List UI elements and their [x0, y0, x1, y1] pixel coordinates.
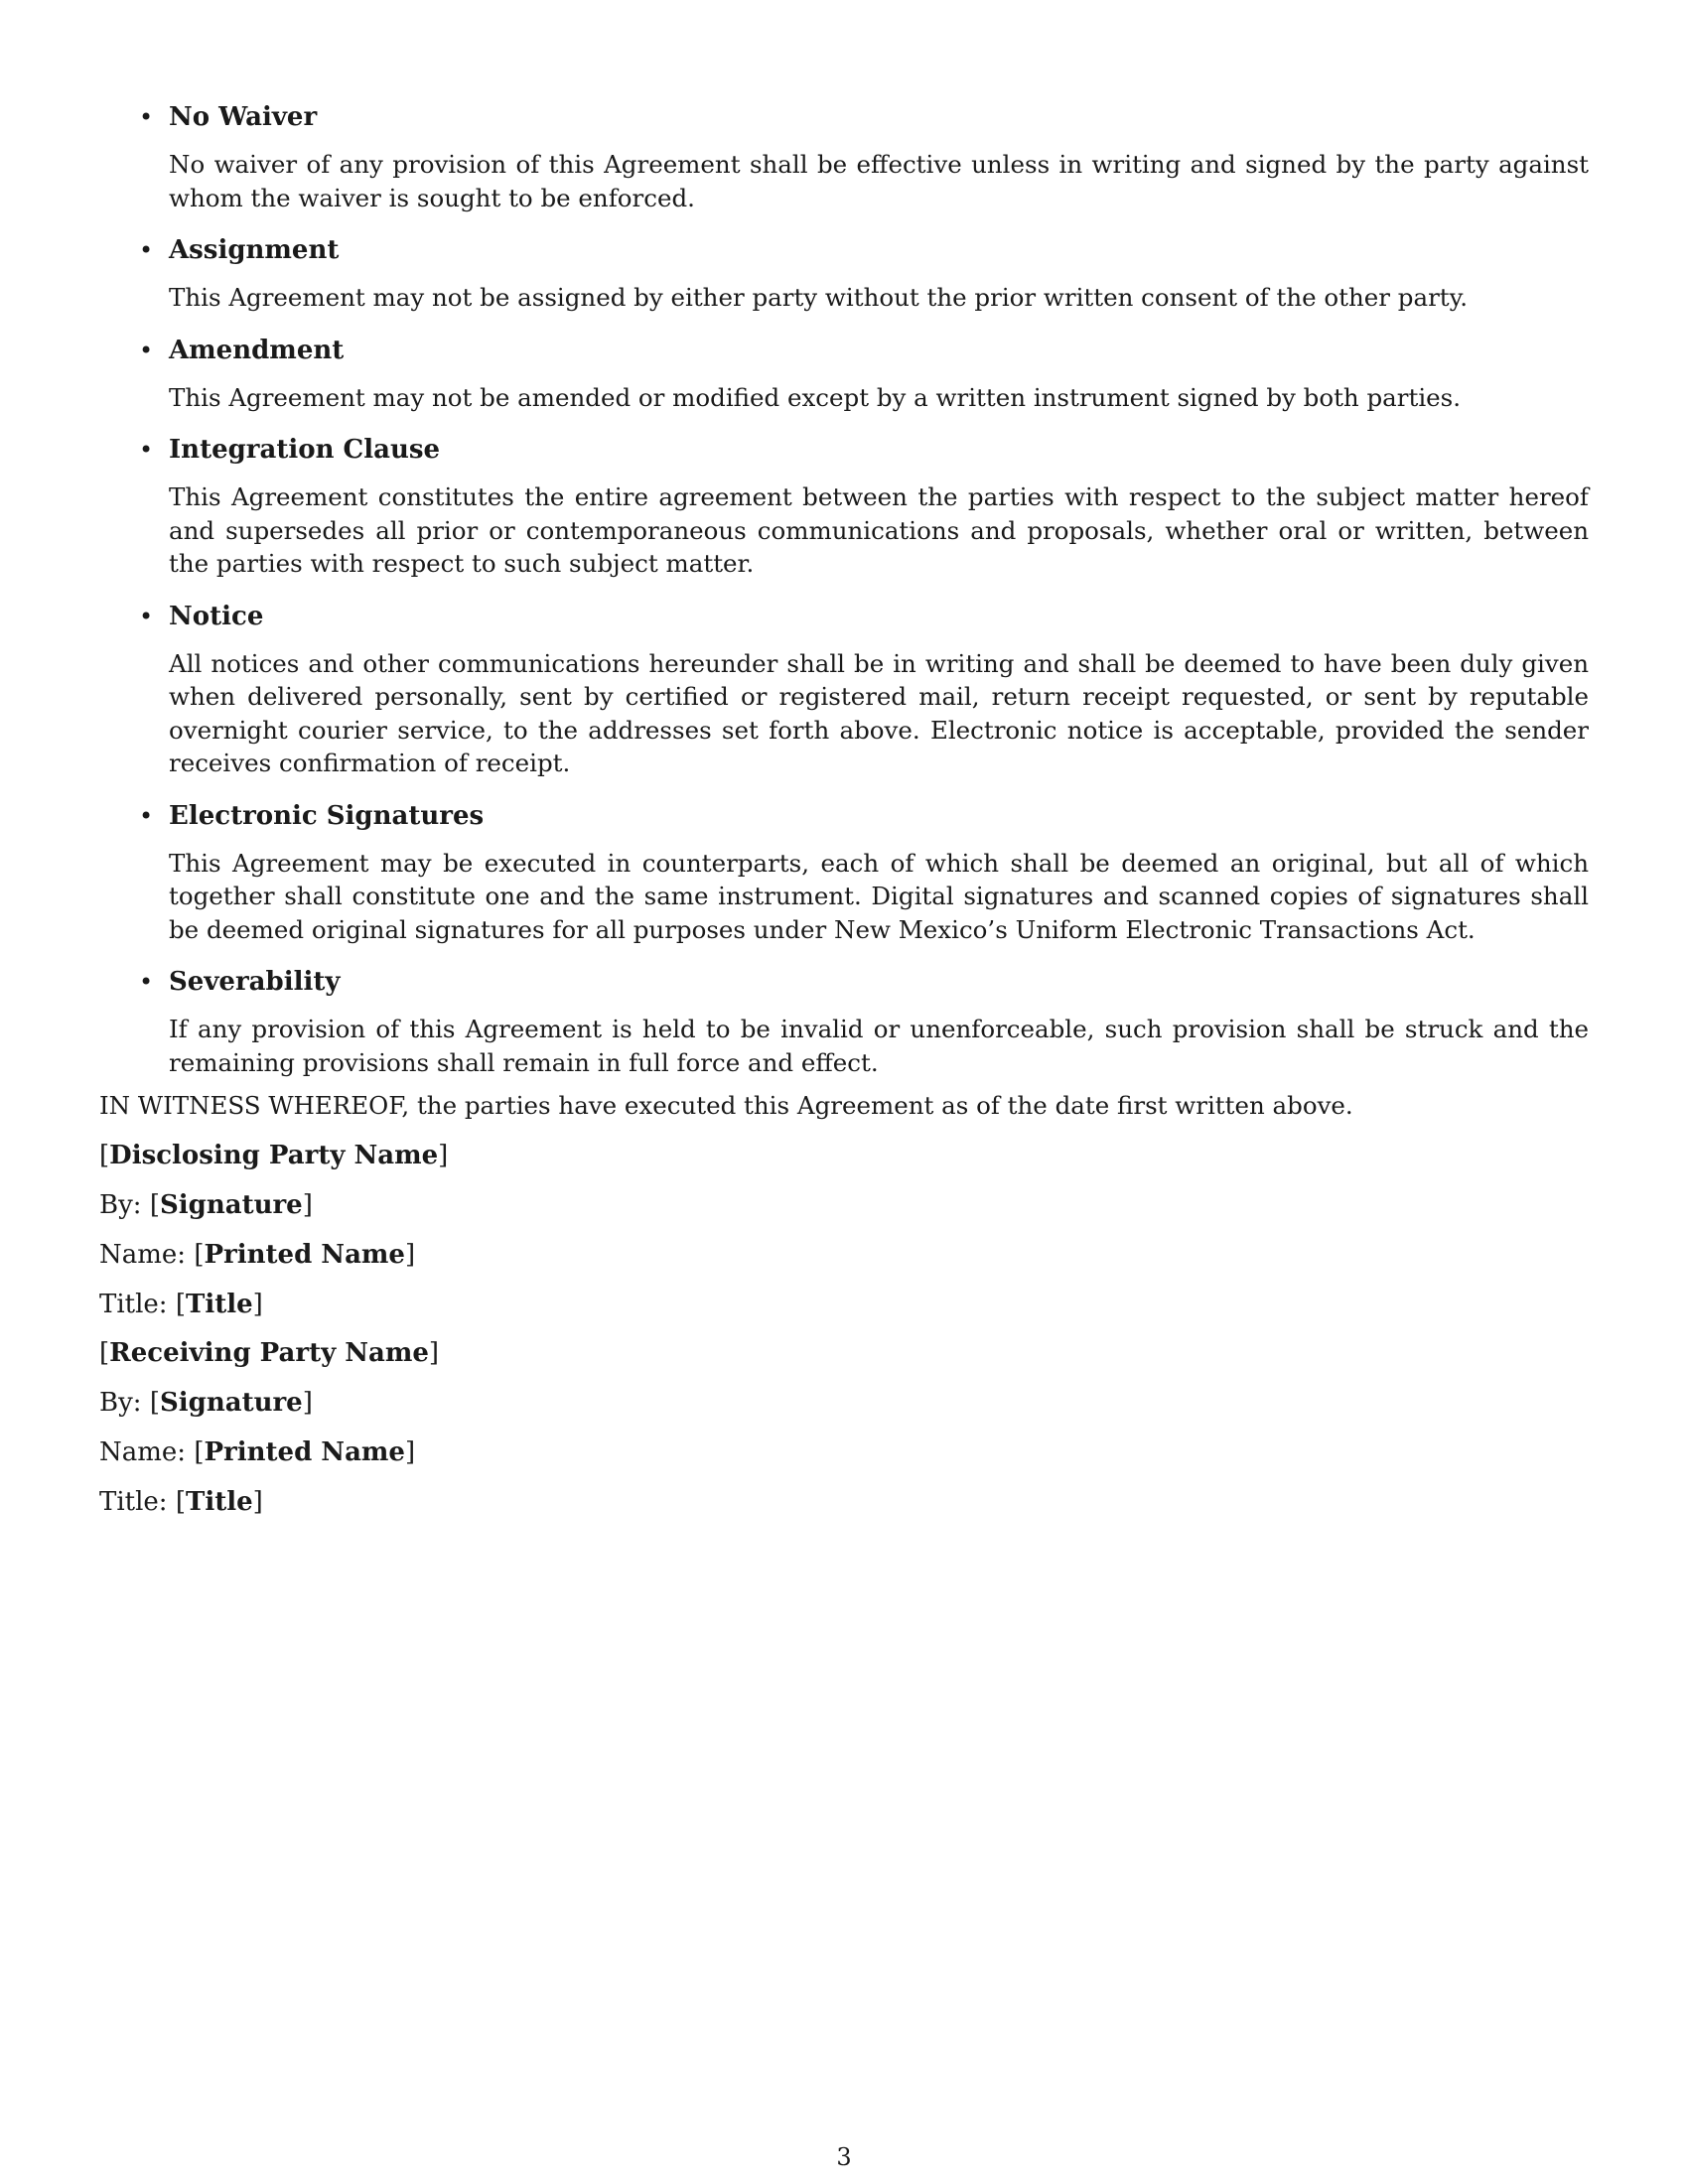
name-label: Name:	[99, 1437, 187, 1467]
receiving-title-line: Title: [Title]	[99, 1487, 263, 1517]
bullet-icon: •	[139, 336, 154, 364]
printed-name-placeholder: Printed Name	[204, 1240, 405, 1270]
clause-heading: Integration Clause	[169, 435, 441, 465]
disclosing-title-line: Title: [Title]	[99, 1290, 263, 1319]
receiving-by-line: By: [Signature]	[99, 1388, 313, 1418]
clause-no-waiver	[99, 99, 1589, 214]
bullet-icon: •	[139, 968, 154, 996]
disclosing-party-name-text: Disclosing Party Name	[109, 1141, 439, 1170]
by-label: By:	[99, 1388, 142, 1418]
printed-name-placeholder: Printed Name	[204, 1437, 405, 1467]
receiving-party-name-text: Receiving Party Name	[109, 1338, 429, 1368]
bullet-icon: •	[139, 436, 154, 464]
name-label: Name:	[99, 1240, 187, 1270]
by-label: By:	[99, 1190, 142, 1220]
page-number: 3	[836, 2143, 852, 2171]
signature-placeholder: Signature	[159, 1388, 303, 1418]
clause-severability	[99, 964, 1589, 1079]
title-placeholder: Title	[186, 1290, 253, 1319]
document-page	[99, 0, 1589, 2184]
clause-integration	[99, 432, 1589, 581]
bullet-icon: •	[139, 801, 154, 830]
title-placeholder: Title	[186, 1487, 253, 1517]
signature-placeholder: Signature	[159, 1190, 303, 1220]
clause-body: All notices and other communications hereunder shall be in writing and shall be deemed to have been duly given when delivered personally, sent by certified or registered mail, return receipt requested, or sent by reputable overnight courier service, to the addresses set forth above. Electronic notice is acceptable, provided the sender receives confirmation of receipt.	[169, 648, 1589, 777]
bullet-icon: •	[139, 103, 154, 131]
clause-heading: Amendment	[169, 335, 345, 365]
clause-list	[99, 99, 1589, 1097]
clause-heading: Notice	[169, 601, 264, 631]
title-label: Title:	[99, 1290, 168, 1319]
clause-body: This Agreement may not be amended or modified except by a written instrument signed by both parties.	[169, 382, 1462, 412]
clause-body: This Agreement may not be assigned by either party without the prior written consent of the other party.	[169, 283, 1469, 312]
bullet-icon: •	[139, 236, 154, 264]
clause-heading: Severability	[169, 967, 341, 997]
clause-heading: No Waiver	[169, 102, 318, 132]
disclosing-by-line: By: [Signature]	[99, 1190, 313, 1220]
clause-notice	[99, 599, 1589, 780]
clause-body: This Agreement constitutes the entire agreement between the parties with respect to the subject matter hereof and supersedes all prior or contemporaneous communications and proposals, whether oral or written, between the parties with respect to such subject matter.	[169, 482, 1589, 578]
clause-electronic-signatures	[99, 798, 1589, 947]
receiving-party-name: [Receiving Party Name]	[99, 1338, 440, 1368]
bullet-icon: •	[139, 602, 154, 630]
clause-assignment	[99, 232, 1589, 315]
clause-heading: Assignment	[169, 235, 340, 265]
title-label: Title:	[99, 1487, 168, 1517]
disclosing-name-line: Name: [Printed Name]	[99, 1240, 416, 1270]
clause-body: No waiver of any provision of this Agreement shall be effective unless in writing and signed by the party against whom the waiver is sought to be enforced.	[169, 150, 1589, 212]
clause-body: This Agreement may be executed in counterparts, each of which shall be deemed an original, but all of which together shall constitute one and the same instrument. Digital signatures and scanned copies of signatures shall be deemed original signatures for all purposes under New Mexico’s Uniform Electronic Transactions Act.	[169, 848, 1589, 944]
clause-body: If any provision of this Agreement is held to be invalid or unenforceable, such provision shall be struck and the remaining provisions shall remain in full force and effect.	[169, 1015, 1589, 1077]
clause-amendment	[99, 333, 1589, 415]
clause-heading: Electronic Signatures	[169, 800, 485, 831]
receiving-name-line: Name: [Printed Name]	[99, 1437, 416, 1467]
witness-statement: IN WITNESS WHEREOF, the parties have executed this Agreement as of the date first written above.	[99, 1091, 1353, 1120]
disclosing-party-name: [Disclosing Party Name]	[99, 1141, 449, 1170]
